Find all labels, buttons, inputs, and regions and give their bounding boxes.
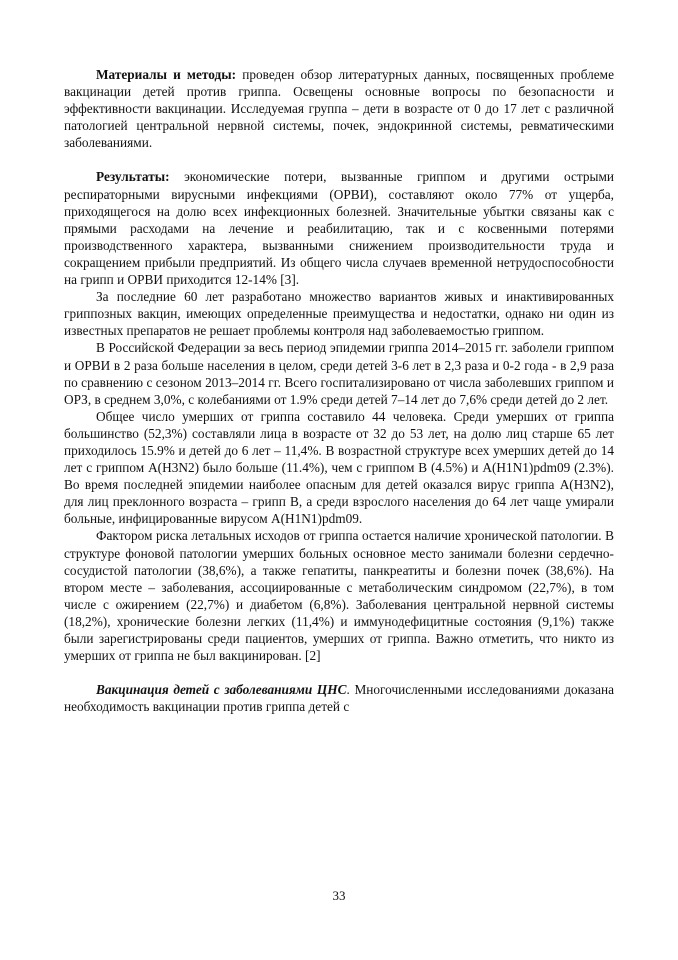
paragraph-lead: Материалы и методы:	[96, 67, 237, 82]
page-number: 33	[332, 888, 346, 903]
paragraph-results	[64, 168, 614, 288]
paragraph-cns-vaccination	[64, 681, 614, 715]
paragraph-risk-factors: Фактором риска летальных исходов от гриппа остается наличие хронической патологии. В структуре фоновой патологии умерших больных основное место занимали болезни сердечно-сосудистой патологии (38,6%), а также гепатиты, панкреатиты и болезни почек (38,6%). На втором месте – заболевания, ассоциированные с метаболическим синдромом (22,7%), в том числе с ожирением (22,7%) и диабетом (6,8%). Заболевания центральной нервной системы (18,2%), хронические болезни легких (11,4%) и иммунодефицитные состояния (9,1%) также были зарегистрированы среди пациентов, умерших от гриппа. Важно отметить, что никто из умерших от гриппа не был вакцинирован. [2]	[64, 528, 614, 664]
paragraph-text: проведен обзор литературных данных, посвященных проблеме вакцинации детей против гриппа. Освещены основные вопросы по безопасности и эффективности вакцинации. Исследуемая группа – дети в возрасте от 0 до 17 лет с различной патологией центральной нервной системы, почек, эндокринной системы, ревматическими заболеваниями.	[64, 67, 614, 151]
paragraph-text: . Многочисленными исследованиями доказана необходимость вакцинации против гриппа детей с	[64, 682, 614, 715]
paragraph-lead: Вакцинация детей с заболеваниями ЦНС	[96, 682, 347, 698]
paragraph-vaccines: За последние 60 лет разработано множество вариантов живых и инактивированных гриппозных вакцин, имеющих определенные преимущества и недостатки, однако ни один из известных препаратов не решает проблемы контроля над заболеваемостью гриппом.	[64, 289, 614, 339]
paragraph-russia-epidemic: В Российской Федерации за весь период эпидемии гриппа 2014–2015 гг. заболели гриппом и ОРВИ в 2 раза больше населения в целом, среди детей 3-6 лет в 2,3 раза и 0-2 года - в 2,9 раза по сравнению с сезоном 2013–2014 гг. Всего госпитализировано от числа заболевших гриппом и ОРЗ, в среднем 3,0%, с колебаниями от 1.9% среди детей 7–14 лет до 7,6% среди детей до 2 лет.	[64, 340, 614, 407]
paragraph-deaths: Общее число умерших от гриппа составило 44 человека. Среди умерших от гриппа большинство (52,3%) составляли лица в возрасте от 32 до 53 лет, на долю лиц старше 65 лет приходилось 15.9% и детей до 6 лет – 11,4%. В возрастной структуре всех умерших детей до 14 лет с гриппом A(H3N2) было больше (11.4%), чем с гриппом B (4.5%) и A(H1N1)pdm09 (2.3%). Во время последней эпидемии наиболее опасным для детей оказался вирус гриппа A(H3N2), для лиц преклонного возраста – грипп B, а среди взрослого населения до 64 лет чаще умирали больные, инфицированные вирусом A(H1N1)pdm09.	[64, 408, 614, 527]
paragraph-lead: Результаты:	[96, 169, 170, 185]
document-body	[64, 66, 614, 715]
paragraph-methods	[64, 66, 614, 151]
paragraph-text: экономические потери, вызванные гриппом и другими острыми респираторными вирусными инфекциями (ОРВИ), составляют около 77% от ущерба, приходящегося на долю всех инфекционных болезней. Значительные убытки связаны как с прямыми расходами на лечение и реабилитацию, так и с косвенными потерями производственного характера, вызванными снижением производительности труда и сокращением прибыли предприятий. Из общего числа случаев временной нетрудоспособности на грипп и ОРВИ приходится 12-14% [3].	[64, 169, 614, 288]
